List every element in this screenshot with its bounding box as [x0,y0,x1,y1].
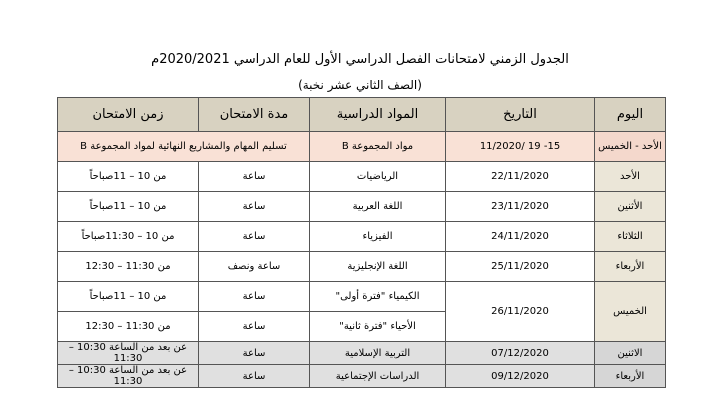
table-row [58,162,666,192]
date-cell: 09/12/2020 [446,365,595,388]
date-cell: 25/11/2020 [446,252,595,282]
date-cell: 23/11/2020 [446,192,595,222]
date-cell: 07/12/2020 [446,342,595,365]
time-cell: من 10 – 11:30صباحاً [58,222,199,252]
table-header-row [58,98,666,132]
time-cell: من 11:30 – 12:30 [58,312,199,342]
subject-cell: التربية الإسلامية [310,342,446,365]
time-cell: من 10 – 11صباحاً [58,162,199,192]
day-cell: الاثنين [595,342,666,365]
time-cell: من 11:30 – 12:30 [58,252,199,282]
page-title: الجدول الزمني لامتحانات الفصل الدراسي الأول للعام الدراسي 2020/2021م [151,52,569,67]
day-cell: الثلاثاء [595,222,666,252]
note-cell: تسليم المهام والمشاريع النهائية لمواد المجموعة B [58,132,310,162]
day-cell: الأحد - الخميس [595,132,666,162]
page-subtitle: (الصف الثاني عشر نخبة) [298,78,422,92]
date-cell: 22/11/2020 [446,162,595,192]
table-row [58,365,666,388]
duration-cell: ساعة ونصف [199,252,310,282]
col-header-duration: مدة الامتحان [199,98,310,132]
day-cell: الخميس [595,282,666,342]
duration-cell: ساعة [199,365,310,388]
date-cell: 26/11/2020 [446,282,595,342]
date-cell: 15- 19 /11/2020 [446,132,595,162]
table-row [58,252,666,282]
subject-cell: الدراسات الإجتماعية [310,365,446,388]
subject-cell: الفيزياء [310,222,446,252]
subject-cell: الكيمياء "فترة أولى" [310,282,446,312]
time-cell: عن بعد من الساعة 10:30 – 11:30 [58,365,199,388]
day-cell: الأربعاء [595,252,666,282]
col-header-time: زمن الامتحان [58,98,199,132]
subject-cell: الأحياء "فترة ثانية" [310,312,446,342]
table-row [58,282,666,312]
subject-cell: مواد المجموعة B [310,132,446,162]
subject-cell: الرياضيات [310,162,446,192]
table-row [58,132,666,162]
col-header-subject: المواد الدراسية [310,98,446,132]
time-cell: من 10 – 11صباحاً [58,192,199,222]
subject-cell: اللغة العربية [310,192,446,222]
table-row [58,192,666,222]
time-cell: عن بعد من الساعة 10:30 – 11:30 [58,342,199,365]
duration-cell: ساعة [199,312,310,342]
subject-cell: اللغة الإنجليزية [310,252,446,282]
day-cell: الأربعاء [595,365,666,388]
day-cell: الأثنين [595,192,666,222]
duration-cell: ساعة [199,282,310,312]
exam-schedule-table [57,97,666,388]
time-cell: من 10 – 11صباحاً [58,282,199,312]
duration-cell: ساعة [199,192,310,222]
col-header-date: التاريخ [446,98,595,132]
day-cell: الأحد [595,162,666,192]
duration-cell: ساعة [199,342,310,365]
date-cell: 24/11/2020 [446,222,595,252]
duration-cell: ساعة [199,222,310,252]
table-row [58,342,666,365]
table-row [58,222,666,252]
col-header-day: اليوم [595,98,666,132]
duration-cell: ساعة [199,162,310,192]
